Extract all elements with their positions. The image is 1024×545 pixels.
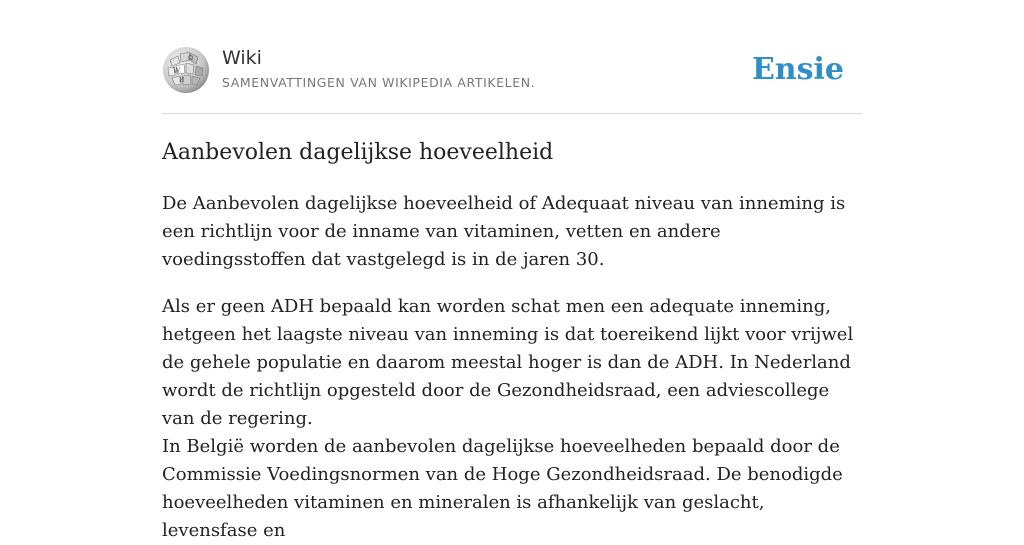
article-title: Aanbevolen dagelijkse hoeveelheid (162, 140, 554, 165)
wikipedia-globe-icon[interactable] (162, 46, 210, 94)
site-name[interactable]: Wiki (222, 47, 262, 69)
svg-text:W: W (173, 67, 181, 75)
ensie-brand-logo[interactable]: Ensie (751, 52, 844, 87)
site-header (162, 0, 862, 114)
svg-text:И: И (179, 77, 185, 84)
article-paragraph: Als er geen ADH bepaald kan worden schat men een adequate inneming, hetgeen het laagste niveau van inneming is dat toereikend lijkt voor vrijwel de gehele populatie en daarom meestal hoger is dan de ADH. In Nederland wordt de richtlijn opgesteld door de Gezondheidsraad, een adviescollege van de regering. (162, 296, 854, 429)
site-tagline: SAMENVATTINGEN VAN WIKIPEDIA ARTIKELEN. (222, 75, 536, 90)
content-column (162, 0, 862, 541)
article-paragraph: De Aanbevolen dagelijkse hoeveelheid of Adequaat niveau van inneming is een richtlijn voor de inname van vitaminen, vetten en andere voedingsstoffen dat vastgelegd is in de jaren 30. (162, 193, 846, 270)
svg-text:Ω: Ω (188, 55, 193, 62)
article-paragraph: In België worden de aanbevolen dagelijkse hoeveelheden bepaald door de Commissie Voedingsnormen van de Hoge Gezondheidsraad. De benodigde hoeveelheden vitaminen en mineralen is afhankelijk van geslacht, levensfase en (162, 436, 843, 541)
